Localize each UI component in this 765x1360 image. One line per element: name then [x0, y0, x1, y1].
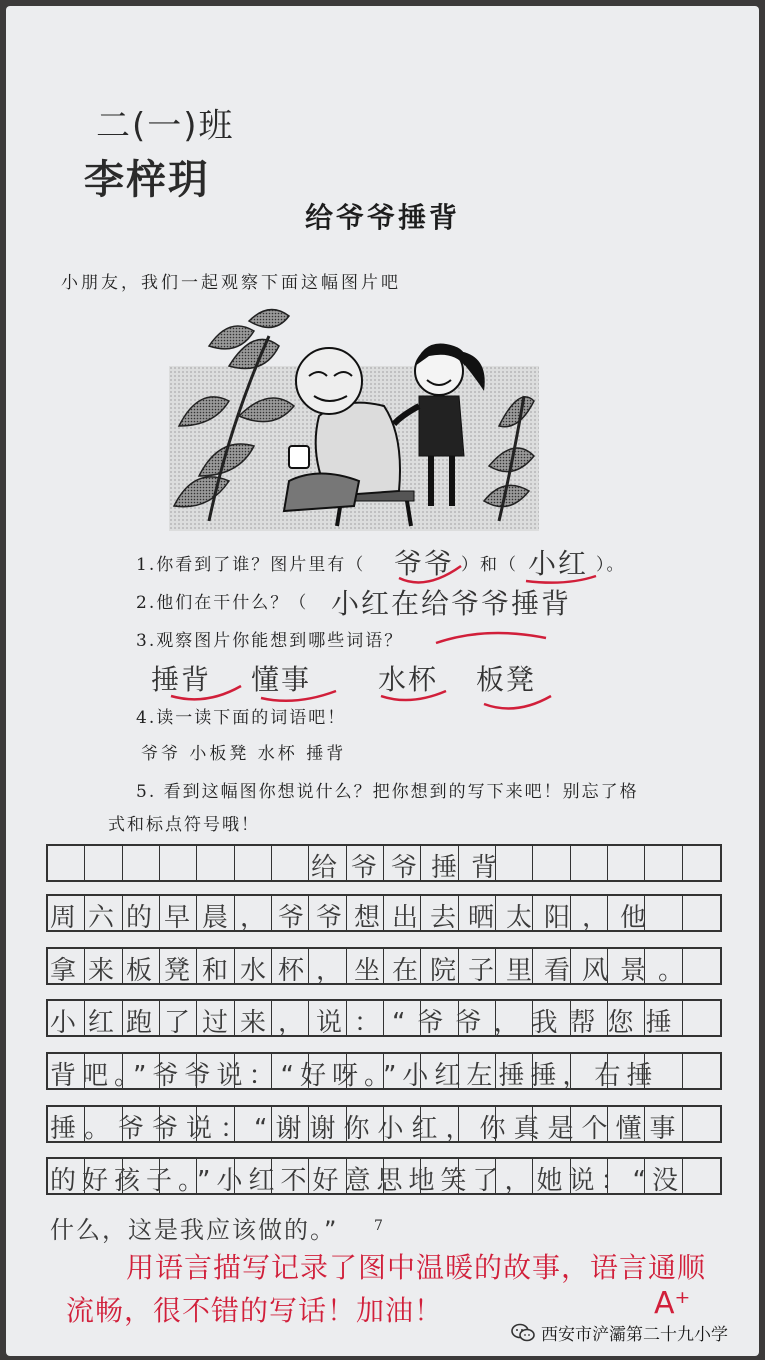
- page-number: 7: [374, 1218, 383, 1234]
- question-2: 2.他们在干什么？（: [136, 593, 309, 613]
- essay-line-5: 捶。爷爷说：“谢谢你小红，你真是个懂事: [50, 1114, 684, 1144]
- watermark-text: 西安市浐灞第二十九小学: [541, 1325, 728, 1345]
- wechat-icon: [511, 1323, 535, 1343]
- essay-line-4: 背吧。”爷爷说：“好呀。”小红左捶捶，右捶: [50, 1061, 659, 1091]
- answer-3-word-3: 水杯: [378, 663, 439, 696]
- essay-last-line: 什么，这是我应该做的。”: [50, 1216, 339, 1244]
- worksheet-paper: [6, 6, 759, 1356]
- class-name: 二(一)班: [96, 106, 235, 146]
- answer-3-word-4: 板凳: [476, 663, 537, 696]
- essay-title: 给爷爷捶背: [311, 853, 512, 883]
- teacher-comment-line-1: 用语言描写记录了图中温暖的故事，语言通顺: [126, 1251, 707, 1284]
- question-1-text: 1.你看到了谁？图片里有（: [136, 555, 366, 575]
- essay-line-2: 拿来板凳和水杯，坐在院子里看风景。: [50, 956, 697, 986]
- grandpa-girl-illustration: [169, 306, 539, 531]
- question-3: 3.观察图片你能想到哪些词语？: [136, 631, 404, 651]
- teacher-comment-line-2: 流畅，很不错的写话！加油！: [66, 1294, 444, 1327]
- word-list: 爷爷 小板凳 水杯 捶背: [141, 744, 347, 764]
- question-5-line-2: 式和标点符号哦！: [108, 815, 260, 835]
- essay-line-3: 小红跑了过来，说：“爷爷，我帮您捶: [50, 1008, 684, 1038]
- grade-mark: A⁺: [654, 1286, 691, 1321]
- answer-3-word-2: 懂事: [251, 663, 312, 696]
- answer-1a: 爷爷: [394, 547, 455, 580]
- essay-line-6: 的好孩子。”小红不好意思地笑了，她说：“没: [50, 1166, 684, 1196]
- intro-text: 小朋友，我们一起观察下面这幅图片吧: [61, 273, 401, 293]
- worksheet-title: 给爷爷捶背: [304, 201, 460, 234]
- student-name: 李梓玥: [84, 157, 210, 203]
- question-1: [136, 550, 365, 575]
- question-1-end: ）。: [596, 555, 626, 575]
- essay-line-1: 周六的早晨，爷爷想出去晒太阳，他: [50, 903, 659, 933]
- answer-2: 小红在给爷爷捶背: [331, 587, 572, 620]
- question-4: 4.读一读下面的词语吧！: [136, 708, 347, 728]
- question-5-line-1: 5. 看到这幅图你想说什么？把你想到的写下来吧！别忘了格: [136, 782, 639, 802]
- answer-3-word-1: 捶背: [151, 663, 212, 696]
- question-1-and: ）和（: [461, 555, 518, 575]
- answer-1b: 小红: [528, 547, 589, 580]
- account-watermark: [511, 1320, 728, 1345]
